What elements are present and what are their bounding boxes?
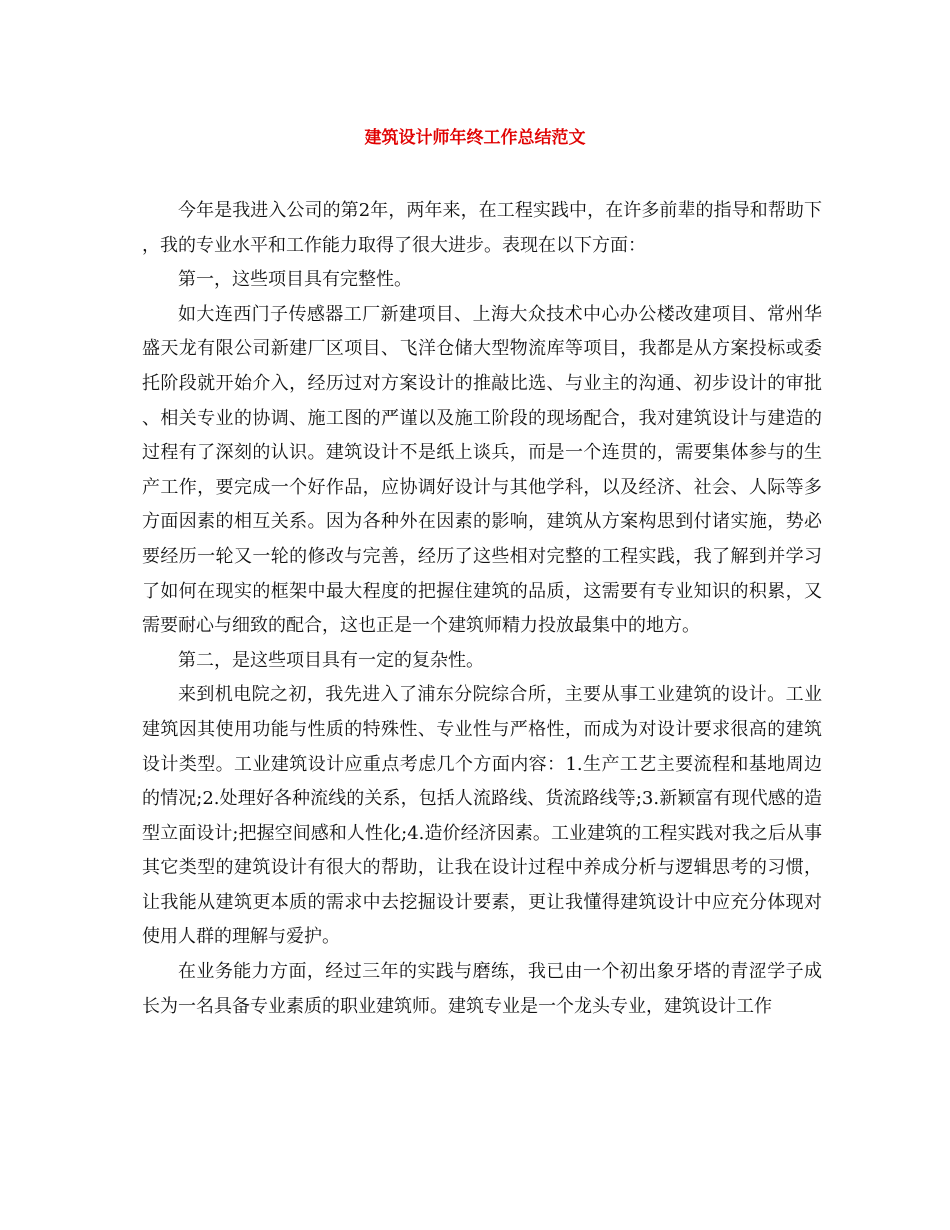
paragraph-point-one-detail: 如大连西门子传感器工厂新建项目、上海大众技术中心办公楼改建项目、常州华盛天龙有限公司新建厂区项目、飞洋仓储大型物流库等项目，我都是从方案投标或委托阶段就开始介入，经历过对方案设计的推敲比选、与业主的沟通、初步设计的审批、相关专业的协调、施工图的严谨以及施工阶段的现场配合，我对建筑设计与建造的过程有了深刻的认识。建筑设计不是纸上谈兵，而是一个连贯的，需要集体参与的生产工作，要完成一个好作品，应协调好设计与其他学科，以及经济、社会、人际等多方面因素的相互关系。因为各种外在因素的影响，建筑从方案构思到付诸实施，势必要经历一轮又一轮的修改与完善，经历了这些相对完整的工程实践，我了解到并学习了如何在现实的框架中最大程度的把握住建筑的品质，这需要有专业知识的积累，又需要耐心与细致的配合，这也正是一个建筑师精力投放最集中的地方。 (142, 303, 822, 637)
paragraph-professional-ability: 在业务能力方面，经过三年的实践与磨练，我已由一个初出象牙塔的青涩学子成长为一名具备专业素质的职业建筑师。建筑专业是一个龙头专业，建筑设计工作 (142, 961, 822, 1017)
document-title: 建筑设计师年终工作总结范文 (364, 128, 586, 148)
paragraph-point-one-heading: 第一，这些项目具有完整性。 (178, 269, 412, 291)
paragraph-point-two-heading: 第二，是这些项目具有一定的复杂性。 (178, 649, 484, 671)
paragraph-point-two-detail: 来到机电院之初，我先进入了浦东分院综合所，主要从事工业建筑的设计。工业建筑因其使用功能与性质的特殊性、专业性与严格性，而成为对设计要求很高的建筑设计类型。工业建筑设计应重点考虑几个方面内容：1.生产工艺主要流程和基地周边的情况;2.处理好各种流线的关系，包括人流路线、货流路线等;3.新颖富有现代感的造型立面设计;把握空间感和人性化;4.造价经济因素。工业建筑的工程实践对我之后从事其它类型的建筑设计有很大的帮助，让我在设计过程中养成分析与逻辑思考的习惯，让我能从建筑更本质的需求中去挖掘设计要素，更让我懂得建筑设计中应充分体现对使用人群的理解与爱护。 (142, 684, 822, 948)
paragraph-intro: 今年是我进入公司的第2年，两年来，在工程实践中，在许多前辈的指导和帮助下，我的专业水平和工作能力取得了很大进步。表现在以下方面： (142, 200, 822, 256)
document-body (142, 194, 822, 1024)
